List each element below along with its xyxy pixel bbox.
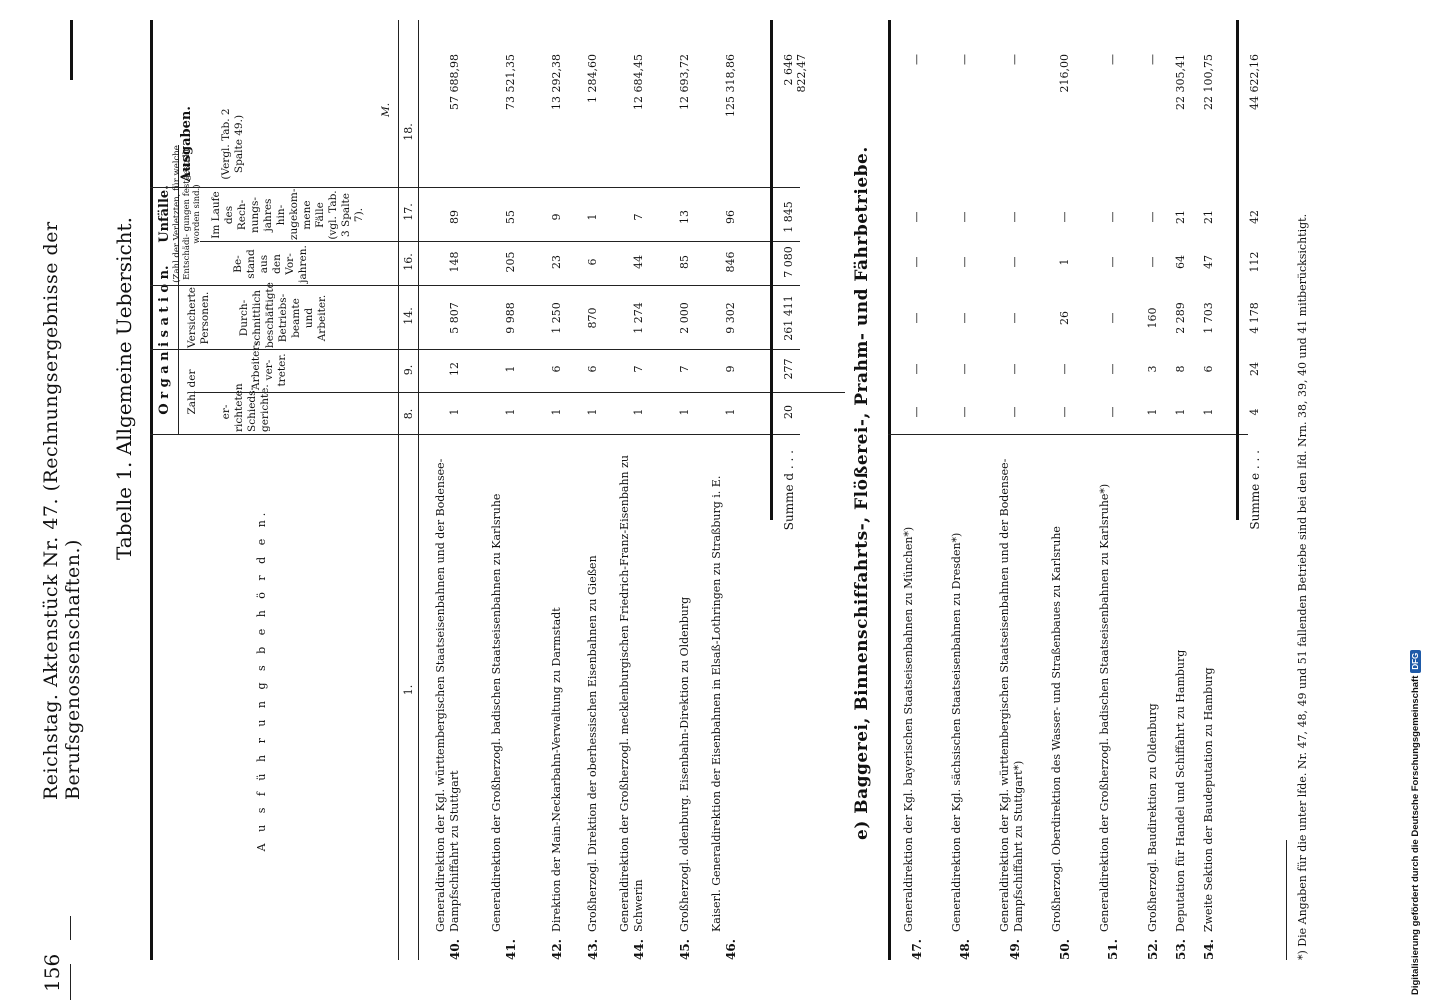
cell-schiedsgerichte: 1 (724, 408, 737, 416)
cell-schiedsgerichte: 1 (448, 408, 461, 416)
cell-bestand: — (1106, 256, 1119, 268)
colnum-8: 8. (402, 408, 415, 420)
cell-bestand: 205 (504, 251, 517, 273)
row-number: 41. (504, 939, 518, 960)
cell-bestand: 148 (448, 251, 461, 273)
cell-im-laufe: 21 (1202, 210, 1215, 224)
table-row (992, 20, 1044, 960)
dfg-credit-text: Digitalisierung gefördert durch die Deutsche Forschungsgemeinschaft (1410, 675, 1421, 995)
cell-bestand: 44 (632, 255, 645, 269)
cell-arbeitervertreter: — (958, 363, 971, 375)
header-rule-mid (70, 916, 71, 940)
colnum-9: 9. (402, 364, 415, 376)
row-authority: Generaldirektion der Kgl. sächsischen Staatseisenbahnen zu Dresden*) (950, 532, 963, 932)
row-authority: Generaldirektion der Kgl. württembergischen Staatseisenbahnen und der Bodensee-Dampfschiffahrt zu Stuttgart (434, 458, 461, 932)
cell-bestand: 23 (550, 255, 563, 269)
cell-bestand: — (1008, 256, 1021, 268)
cell-schiedsgerichte: 1 (504, 408, 517, 416)
row-authority: Zweite Sektion der Baudeputation zu Hamburg (1202, 667, 1215, 932)
sum-e-label: Summe e . . . (1248, 450, 1262, 530)
dfg-logo: DFG (1410, 650, 1421, 673)
row-authority: Deputation für Handel und Schiffahrt zu Hamburg (1174, 649, 1187, 932)
cell-im-laufe: — (1058, 211, 1071, 223)
cell-ausgaben: 1 284,60 (586, 54, 599, 103)
sum-d-versicherte: 261 411 (782, 295, 795, 341)
header-bottom-rule (398, 20, 399, 960)
sum-e-im-laufe: 42 (1248, 210, 1261, 224)
cell-schiedsgerichte: 1 (586, 408, 599, 416)
cell-bestand: — (958, 256, 971, 268)
cell-ausgaben: — (1146, 54, 1159, 65)
im-laufe-header: Im Laufe des Rech- nungs- jahres hin- zugekom- mene Fälle (vgl. Tab. 3 Spalte 7). (210, 188, 365, 240)
cell-arbeitervertreter: 8 (1174, 365, 1187, 373)
row-number: 51. (1106, 939, 1120, 960)
table-row (1044, 20, 1092, 960)
cell-im-laufe: — (1146, 211, 1159, 223)
cell-bestand: — (1146, 256, 1159, 268)
sum-d-row (776, 20, 806, 960)
cell-arbeitervertreter: 1 (504, 365, 517, 373)
row-authority: Generaldirektion der Großherzogl. badischen Staatseisenbahnen zu Karlsruhe (490, 493, 503, 932)
row-authority: Großherzogl. Oberdirektion des Wasser- und Straßenbaues zu Karlsruhe (1050, 526, 1063, 932)
row-authority: Großherzogl. Direktion der oberhessischen Eisenbahnen zu Gießen (586, 555, 599, 932)
row-number: 52. (1146, 939, 1160, 960)
cell-ausgaben: — (958, 54, 971, 65)
cell-versicherte: — (1008, 312, 1021, 324)
sum-e-ausgaben: 44 622,16 (1248, 54, 1261, 110)
row-number: 44. (632, 939, 646, 960)
cell-im-laufe: — (1008, 211, 1021, 223)
cell-im-laufe: 55 (504, 210, 517, 224)
sum-d-arbeitervertreter: 277 (782, 358, 795, 380)
organisation-header: O r g a n i s a t i o n. (157, 265, 172, 415)
cell-schiedsgerichte: 1 (1146, 408, 1159, 416)
cell-versicherte: 5 807 (448, 302, 461, 334)
sum-d-bestand: 7 080 (782, 246, 795, 278)
cell-ausgaben: — (910, 54, 923, 65)
cell-versicherte: 2 289 (1174, 302, 1187, 334)
table-row (484, 20, 540, 960)
cell-versicherte: 1 274 (632, 302, 645, 334)
cell-arbeitervertreter: 7 (632, 365, 645, 373)
sum-d-im-laufe: 1 845 (782, 201, 795, 233)
cell-ausgaben: — (1106, 54, 1119, 65)
cell-ausgaben: 73 521,35 (504, 54, 517, 110)
cell-versicherte: 2 000 (678, 302, 691, 334)
cell-bestand: 6 (586, 258, 599, 266)
cell-ausgaben: 12 693,72 (678, 54, 691, 110)
arbeitervertreter-header: Arbeiter- ver- treter. (250, 342, 288, 390)
cell-im-laufe: 89 (448, 210, 461, 224)
cell-arbeitervertreter: 12 (448, 362, 461, 376)
sum-d-rule (770, 20, 773, 520)
sum-e-arbeitervertreter: 24 (1248, 362, 1261, 376)
sum-d-ausgaben: 2 646 822,47 (782, 54, 808, 93)
cell-versicherte: 9 302 (724, 302, 737, 334)
row-number: 48. (958, 939, 972, 960)
table-row (540, 20, 576, 960)
cell-im-laufe: — (910, 211, 923, 223)
cell-ausgaben: 12 684,45 (632, 54, 645, 110)
cell-im-laufe: — (958, 211, 971, 223)
dfg-credit (1410, 650, 1421, 995)
unfaelle-header: Unfälle. (157, 185, 172, 243)
cell-bestand: 846 (724, 251, 737, 273)
cell-im-laufe: 1 (586, 213, 599, 221)
cell-ausgaben: — (1008, 54, 1021, 65)
row-authority: Großherzogl. Baudirektion zu Oldenburg (1146, 703, 1159, 932)
cell-ausgaben: 57 688,98 (448, 54, 461, 110)
cell-schiedsgerichte: 1 (550, 408, 563, 416)
sum-e-row (1242, 20, 1272, 960)
row-authority: Direktion der Main-Neckarbahn-Verwaltung zu Darmstadt (550, 607, 563, 932)
cell-im-laufe: 21 (1174, 210, 1187, 224)
sum-d-schiedsgerichte: 20 (782, 405, 795, 419)
cell-versicherte: 26 (1058, 311, 1071, 325)
cell-versicherte: 1 703 (1202, 302, 1215, 334)
cell-ausgaben: 22 305,41 (1174, 54, 1187, 110)
authorities-header: A u s f ü h r u n g s b e h ö r d e n. (255, 508, 268, 852)
table-row (704, 20, 760, 960)
cell-ausgaben: 125 318,86 (724, 54, 737, 117)
cell-versicherte: 1 250 (550, 302, 563, 334)
cell-arbeitervertreter: 6 (586, 365, 599, 373)
section-e-top-rule (888, 20, 891, 960)
cell-schiedsgerichte: — (910, 406, 923, 418)
cell-schiedsgerichte: 1 (632, 408, 645, 416)
sum-e-versicherte: 4 178 (1248, 302, 1261, 334)
cell-schiedsgerichte: — (1058, 406, 1071, 418)
row-number: 43. (586, 939, 600, 960)
cell-versicherte: — (910, 312, 923, 324)
cell-arbeitervertreter: 6 (1202, 365, 1215, 373)
cell-im-laufe: 96 (724, 210, 737, 224)
cell-im-laufe: — (1106, 211, 1119, 223)
row-authority: Generaldirektion der Kgl. württembergischen Staatseisenbahnen und der Bodensee-Dampfschiffahrt zu Stuttgart*) (998, 458, 1025, 932)
cell-bestand: 47 (1202, 255, 1215, 269)
sum-e-rule (1236, 20, 1239, 520)
schiedsgerichte-header: er- richteten Schieds- gerichte. (220, 383, 271, 432)
cell-arbeitervertreter: — (1058, 363, 1071, 375)
row-number: 54. (1202, 939, 1216, 960)
sum-d-label: Summe d . . . (782, 450, 796, 531)
cell-bestand: 85 (678, 255, 691, 269)
table-title: Tabelle 1. Allgemeine Uebersicht. (112, 217, 136, 560)
table-row (1196, 20, 1224, 960)
footnote-rule (1286, 840, 1287, 960)
table-row (1092, 20, 1140, 960)
table-row (1140, 20, 1168, 960)
row-authority: Generaldirektion der Großherzogl. badischen Staatseisenbahnen zu Karlsruhe*) (1098, 483, 1111, 932)
row-number: 47. (910, 939, 924, 960)
row-number: 42. (550, 939, 564, 960)
sum-e-bestand: 112 (1248, 251, 1261, 273)
cell-bestand: 64 (1174, 255, 1187, 269)
row-number: 49. (1008, 939, 1022, 960)
cell-bestand: — (910, 256, 923, 268)
currency-label: M. (380, 102, 392, 118)
table-row (576, 20, 612, 960)
table-row (428, 20, 484, 960)
row-number: 45. (678, 939, 692, 960)
colnum-17: 17. (402, 203, 415, 221)
header-rule-left (70, 964, 71, 1000)
cell-arbeitervertreter: — (1106, 363, 1119, 375)
colnum-14: 14. (402, 307, 415, 325)
cell-versicherte: 9 988 (504, 302, 517, 334)
colnum-18: 18. (402, 123, 415, 141)
cell-schiedsgerichte: — (958, 406, 971, 418)
row-authority: Großherzogl. oldenburg. Eisenbahn-Direktion zu Oldenburg (678, 596, 691, 932)
colnum-1: 1. (402, 684, 415, 696)
colnum-bottom-rule (418, 20, 419, 960)
unfaelle-note: (Zahl der Verletzten, für welche Entschädi- gungen festgestellt worden sind.) (172, 145, 202, 283)
ausgaben-note: (Vergl. Tab. 2 Spalte 49.) (220, 108, 245, 180)
cell-arbeitervertreter: 9 (724, 365, 737, 373)
table-row (668, 20, 704, 960)
cell-schiedsgerichte: — (1106, 406, 1119, 418)
page-header-title: Reichstag. Aktenstück Nr. 47. (Rechnungsergebnisse der Berufsgenossenschaften.) (40, 221, 84, 800)
row-authority: Kaiserl. Generaldirektion der Eisenbahnen in Elsaß-Lothringen zu Straßburg i. E. (710, 475, 723, 932)
cell-ausgaben: 13 292,38 (550, 54, 563, 110)
bestand-header: Be- stand aus den Vor- jahren. (232, 245, 309, 283)
row-authority: Generaldirektion der Kgl. bayerischen Staatseisenbahnen zu München*) (902, 526, 915, 932)
cell-versicherte: 160 (1146, 307, 1159, 329)
cell-versicherte: 870 (586, 307, 599, 329)
footnote: *) Die Angaben für die unter lfde. Nr. 47, 48, 49 und 51 fallenden Betriebe sind bei den lfd. Nrn. 38, 39, 40 und 41 mitberücksichtigt. (1296, 213, 1309, 960)
cell-schiedsgerichte: 1 (678, 408, 691, 416)
header-rule-right (70, 20, 73, 80)
table-row (896, 20, 944, 960)
cell-versicherte: — (958, 312, 971, 324)
section-e-title: e) Baggerei, Binnenschiffahrts-, Flößerei-, Prahm- und Fährbetriebe. (852, 146, 872, 840)
table-row (1168, 20, 1196, 960)
row-number: 50. (1058, 939, 1072, 960)
sum-e-schiedsgerichte: 4 (1248, 408, 1261, 416)
table-top-rule (150, 20, 153, 960)
cell-ausgaben: 216,00 (1058, 54, 1071, 93)
cell-arbeitervertreter: — (1008, 363, 1021, 375)
zahl-der-header: Zahl der (186, 369, 198, 415)
cell-bestand: 1 (1058, 258, 1071, 266)
page-number: 156 (40, 953, 64, 992)
row-number: 46. (724, 939, 738, 960)
cell-arbeitervertreter: 7 (678, 365, 691, 373)
table-row (612, 20, 668, 960)
cell-schiedsgerichte: 1 (1174, 408, 1187, 416)
durchschnittlich-header: Durch- schnittlich beschäftigte Betriebs- beamte und Arbeiter. (238, 282, 328, 348)
table-row (944, 20, 992, 960)
cell-im-laufe: 7 (632, 213, 645, 221)
ausgaben-header: Ausgaben. (179, 106, 194, 182)
row-number: 53. (1174, 939, 1188, 960)
cell-ausgaben: 22 100,75 (1202, 54, 1215, 110)
cell-arbeitervertreter: 3 (1146, 365, 1159, 373)
cell-arbeitervertreter: — (910, 363, 923, 375)
cell-im-laufe: 9 (550, 213, 563, 221)
cell-schiedsgerichte: — (1008, 406, 1021, 418)
row-number: 40. (448, 939, 462, 960)
row-authority: Generaldirektion der Großherzogl. mecklenburgischen Friedrich-Franz-Eisenbahn zu Schwerin (618, 455, 645, 932)
cell-schiedsgerichte: 1 (1202, 408, 1215, 416)
versicherte-header: Versicherte Personen. (186, 287, 211, 348)
cell-arbeitervertreter: 6 (550, 365, 563, 373)
cell-im-laufe: 13 (678, 210, 691, 224)
colnum-16: 16. (402, 253, 415, 271)
cell-versicherte: — (1106, 312, 1119, 324)
